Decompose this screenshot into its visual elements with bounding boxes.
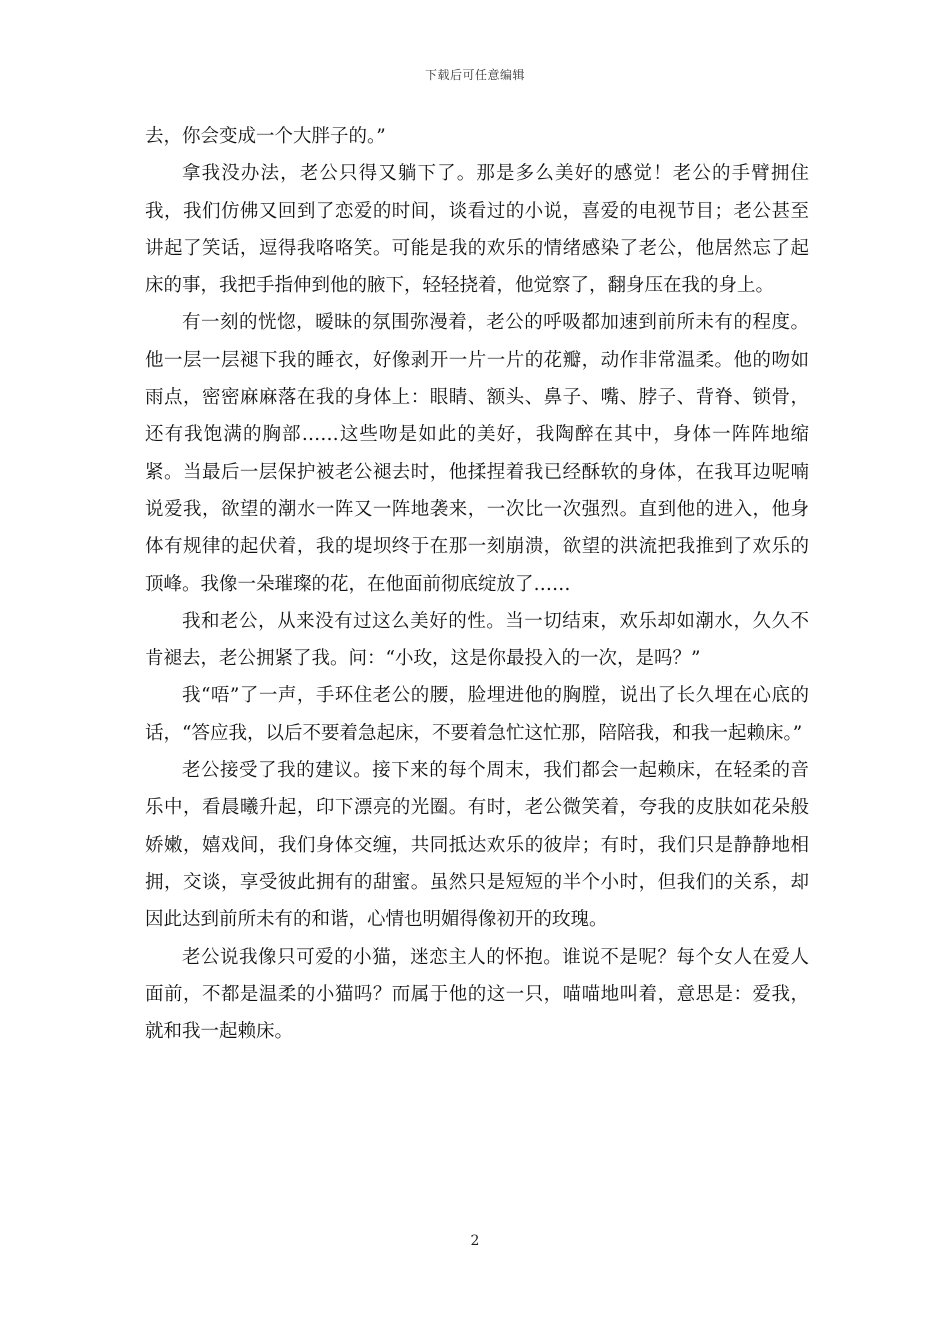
- paragraph: 有一刻的恍惚，暧昧的氛围弥漫着，老公的呼吸都加速到前所未有的程度。他一层一层褪下我的睡衣，好像剥开一片一片的花瓣，动作非常温柔。他的吻如雨点，密密麻麻落在我的身体上：眼睛、额头、鼻子、嘴、脖子、背脊、锁骨，还有我饱满的胸部……这些吻是如此的美好，我陶醉在其中，身体一阵阵地缩紧。当最后一层保护被老公褪去时，他揉捏着我已经酥软的身体，在我耳边呢喃说爱我，欲望的潮水一阵又一阵地袭来，一次比一次强烈。直到他的进入，他身体有规律的起伏着，我的堤坝终于在那一刻崩溃，欲望的洪流把我推到了欢乐的顶峰。我像一朵璀璨的花，在他面前彻底绽放了……: [145, 312, 809, 595]
- paragraph: 拿我没办法，老公只得又躺下了。那是多么美好的感觉！老公的手臂拥住我，我们仿佛又回到了恋爱的时间，谈看过的小说，喜爱的电视节目；老公甚至讲起了笑话，逗得我咯咯笑。可能是我的欢乐的情绪感染了老公，他居然忘了起床的事，我把手指伸到他的腋下，轻轻挠着，他觉察了，翻身压在我的身上。: [145, 163, 809, 297]
- page-header: 下载后可任意编辑: [424, 68, 525, 82]
- paragraph: 我“唔”了一声，手环住老公的腰，脸埋进他的胸膛，说出了长久埋在心底的话，“答应我，以后不要着急起床，不要着急忙这忙那，陪陪我，和我一起赖床。”: [145, 685, 809, 744]
- document-body: [145, 118, 809, 1050]
- page-number: 2: [470, 1233, 480, 1249]
- paragraph: 老公接受了我的建议。接下来的每个周末，我们都会一起赖床，在轻柔的音乐中，看晨曦升起，印下漂亮的光圈。有时，老公微笑着，夸我的皮肤如花朵般娇嫩，嬉戏间，我们身体交缠，共同抵达欢乐的彼岸；有时，我们只是静静地相拥，交谈，享受彼此拥有的甜蜜。虽然只是短短的半个小时，但我们的关系，却因此达到前所未有的和谐，心情也明媚得像初开的玫瑰。: [145, 760, 809, 931]
- paragraph: 我和老公，从来没有过这么美好的性。当一切结束，欢乐却如潮水，久久不肯褪去，老公拥紧了我。问：“小玫，这是你最投入的一次，是吗？”: [145, 610, 809, 670]
- paragraph: 去，你会变成一个大胖子的。”: [145, 126, 386, 147]
- paragraph: 老公说我像只可爱的小猫，迷恋主人的怀抱。谁说不是呢？每个女人在爱人面前，不都是温柔的小猫吗？而属于他的这一只，喵喵地叫着，意思是：爱我，就和我一起赖床。: [145, 946, 809, 1043]
